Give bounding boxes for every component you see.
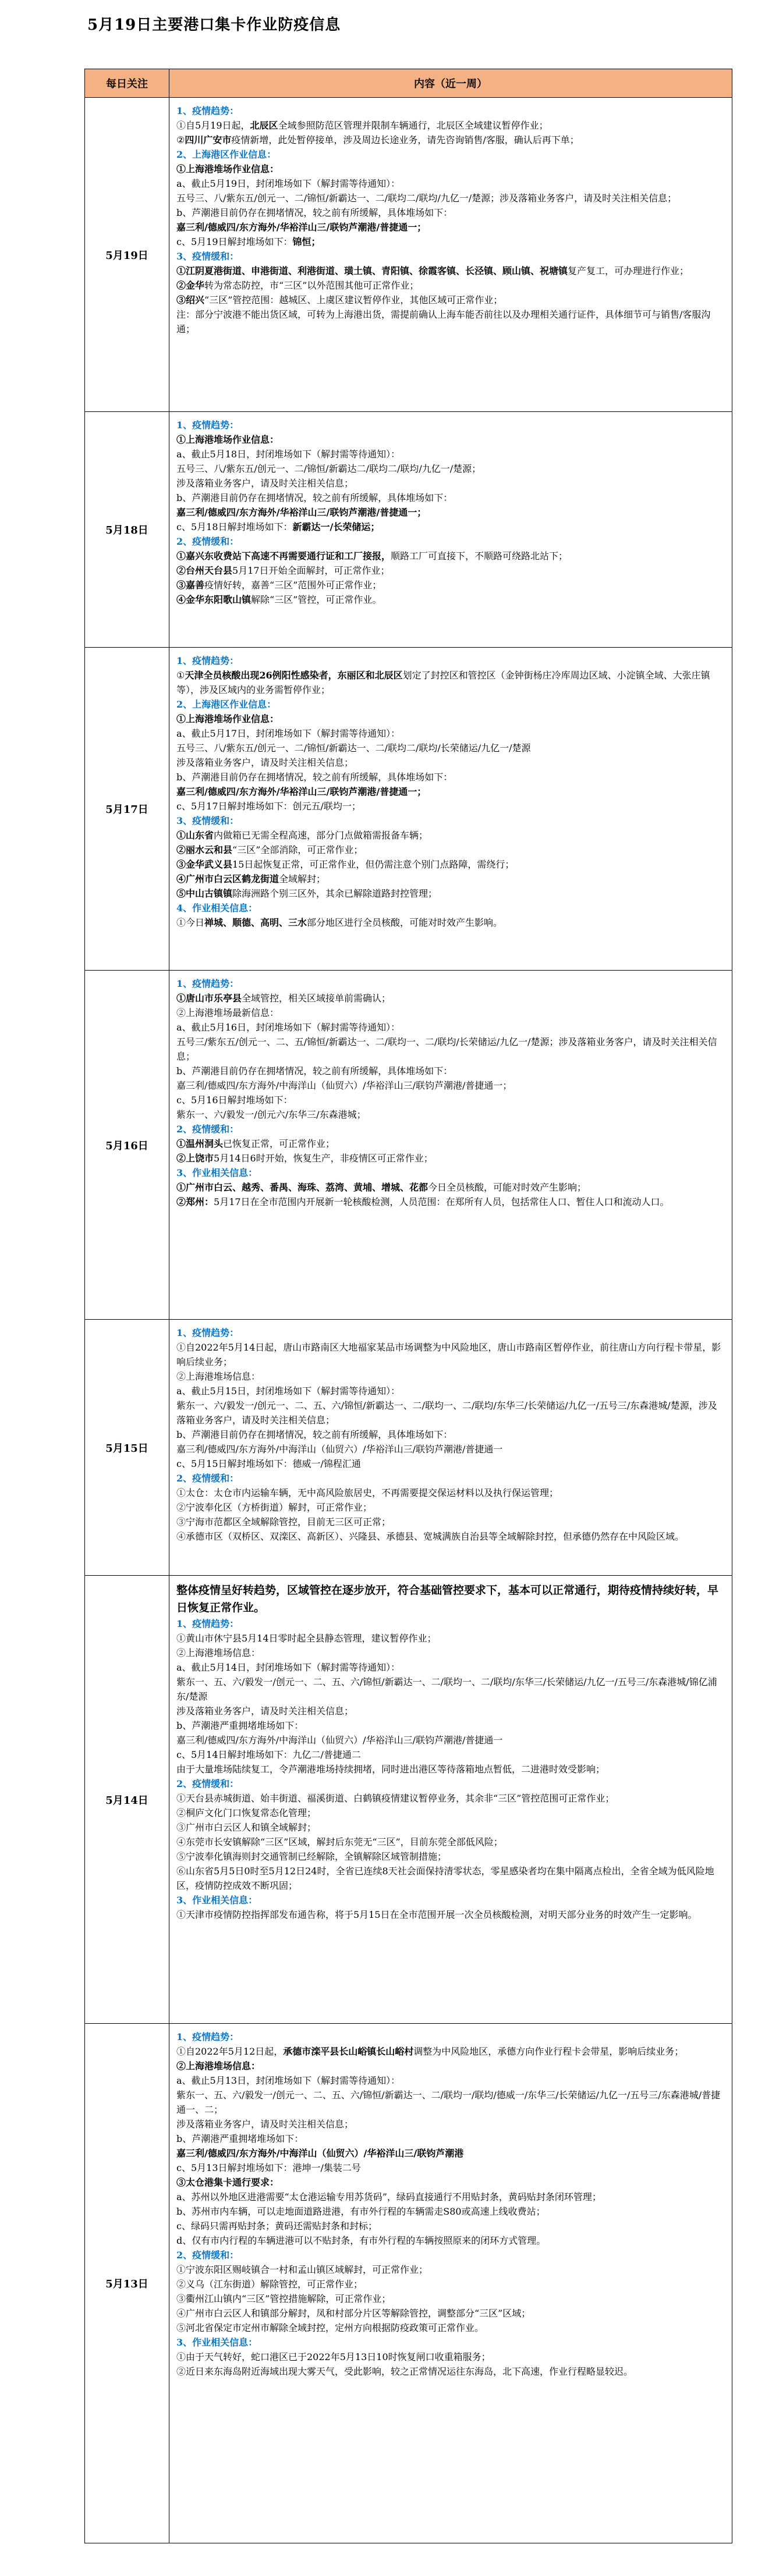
content-line: 五号三、八/紫东五/创元一、二/锦恒/新霸达一、二/联均二/联均/长荣储运/九亿一/楚源	[176, 742, 531, 754]
body-text: 解除“三区”管控，可正常作业。	[251, 594, 382, 605]
content-line	[176, 563, 725, 578]
content-line	[176, 432, 725, 447]
body-text: ①	[176, 670, 185, 681]
content-line	[176, 712, 725, 726]
table-row	[85, 412, 732, 648]
content-line: a、截止5月18日，封闭堆场如下（解封需等待通知）：	[176, 449, 401, 460]
content-line: c、5月16日解封堆场如下：	[176, 1095, 293, 1106]
body-text: 全域解封；	[279, 873, 326, 884]
content-line	[176, 1582, 725, 1616]
content-line: 五号三、八/紫东五/创元一、二/锦恒/新霸达二/联均二/联均/九亿一/楚源；	[176, 463, 481, 474]
section-heading: 2、上海港区作业信息：	[176, 149, 277, 160]
content-line: 涉及落箱业务客户，请及时关注相关信息；	[176, 1706, 354, 1717]
content-line: 嘉三利/德威四/东方海外/中海洋山（仙贸六）/华裕洋山三/联钧芦潮港/普捷通一；	[176, 1080, 512, 1091]
bold-text: ①上海港堆场作业信息：	[176, 434, 279, 445]
content-line: ⑥山东省5月5日0时至5月12日24时，全省已连续8天社会面保持清零状态，零星感染者均在集中隔离点检出，全省全域为低风险地区，疫情防控成效不断巩固；	[176, 1866, 714, 1891]
content-line: ④广州市白云区人和镇部分解封，凤和村部分片区等解除管控，调整部分“三区”区域；	[176, 2308, 531, 2319]
content-line	[176, 293, 725, 307]
body-text: 今日全员核酸，可能对时效产生影响；	[428, 1182, 587, 1193]
section-heading: 2、疫情缓和：	[176, 1473, 239, 1484]
body-text: ②	[176, 134, 185, 145]
content-line: b、芦潮港目前仍存在拥堵情况，较之前有所缓解，具体堆场如下：	[176, 1429, 453, 1440]
content-line: ⑤宁波奉化镇海则封交通管制已经解除，全镇解除区域管制措施；	[176, 1851, 447, 1862]
content-line	[176, 886, 725, 901]
content-line: a、截止5月14日，封闭堆场如下（解封需等待通知）：	[176, 1662, 401, 1673]
content-line	[176, 872, 725, 886]
section-heading: 1、疫情趋势：	[176, 2031, 239, 2042]
date-cell: 5月17日	[85, 648, 169, 971]
content-line: 紫东一、六/毅发一/创元六/东华三/东森港城；	[176, 1109, 366, 1120]
content-line	[176, 2059, 725, 2073]
content-line: 五号三、八/紫东五/创元一、二/锦恒/新霸达一、二/联均二/联均/九亿一/楚源；涉及落箱业务客户，请及时关注相关信息；	[176, 193, 677, 204]
table-row	[85, 648, 732, 971]
content-line	[176, 653, 725, 668]
date-cell: 5月18日	[85, 412, 169, 648]
section-heading: 3、作业相关信息：	[176, 1167, 258, 1178]
bold-text: 嘉三利/德威四/东方海外/中海洋山（仙贸六）/华裕洋山三/联钧芦潮港	[176, 2148, 464, 2159]
content-line: ④东莞市长安镇解除“三区”区域，解封后东莞无“三区”，目前东莞全部低风险；	[176, 1836, 503, 1847]
content-line: 紫东一、五、六/毅发一/创元一、二、五、六/锦恒/新霸达一、二/联均一/联均/德威一/东华三/长荣储运/九亿一/五号三/东森港城/普捷通一、二；	[176, 2090, 721, 2115]
table-header	[85, 69, 732, 98]
content-line: a、截止5月13日，封闭堆场如下（解封需等待通知）：	[176, 2075, 401, 2086]
body-text: 内做箱已无需全程高速，部分门点做箱需报备车辆；	[214, 830, 428, 841]
content-line: ①由于天气转好，蛇口港区已于2022年5月13日10时恢复闸口收重箱服务；	[176, 2351, 491, 2362]
content-line: ②上海港堆场最新信息：	[176, 1007, 279, 1018]
body-text: 疫情新增，此处暂停接单，涉及周边长途业务，请先咨询销售/客服，确认后再下单；	[231, 134, 579, 145]
bold-text: 嘉三利/德威四/东方海外/华裕洋山三/联钧芦潮港/普捷通一；	[176, 222, 427, 233]
content-line: b、芦潮港目前仍存在拥堵情况，较之前有所缓解，具体堆场如下：	[176, 207, 453, 218]
content-line	[176, 901, 725, 915]
content-line: ③宁海市范都区全域解除管控，目前无三区可正常；	[176, 1516, 391, 1527]
section-heading: 2、疫情缓和：	[176, 2250, 239, 2261]
content-line: b、芦潮港严重拥堵堆场如下：	[176, 2133, 304, 2144]
content-line: ②宁波奉化区（方桥街道）解封，可正常作业；	[176, 1502, 373, 1513]
bold-text: ②台州天台县	[176, 565, 233, 576]
content-line	[176, 915, 725, 930]
bold-text: ①上海港堆场作业信息：	[176, 164, 279, 175]
bold-text: 承德市滦平县长山峪镇长山峪村	[283, 2046, 414, 2057]
content-cell	[169, 1576, 732, 2024]
content-line	[176, 1166, 725, 1180]
section-heading: 3、作业相关信息：	[176, 1895, 258, 1906]
content-line: d、仅有市内行程的车辆进港可以不贴封条，有市外行程的车辆按照原来的闭环方式管理。	[176, 2235, 546, 2246]
table-row	[85, 2024, 732, 2543]
content-line	[176, 2335, 725, 2350]
bold-text: ①上海港堆场作业信息：	[176, 713, 279, 724]
content-line	[176, 1616, 725, 1631]
content-line: b、苏州市内车辆，可以走地面道路进港，有市外行程的车辆需走S80或高速上线收费站；	[176, 2206, 546, 2217]
bold-text: ③嘉善	[176, 580, 205, 591]
content-line: a、截止5月15日，封闭堆场如下（解封需等待通知）：	[176, 1385, 401, 1397]
content-line: ①太仓：太仓市内运输车辆，无中高风险旅居史，不再需要提交保运材料以及执行保运管理；	[176, 1487, 559, 1498]
body-text: 5月17日在全市范围内开展新一轮核酸检测，人员范围：在郑所有人员，包括常住人口、暂住人口和流动人口。	[214, 1196, 670, 1207]
content-cell	[169, 2024, 732, 2543]
content-line	[176, 592, 725, 607]
content-line: ①自2022年5月14日起，唐山市路南区大地福家某品市场调整为中风险地区，唐山市路南区暂停作业，前往唐山方向行程卡带星，影响后续业务；	[176, 1342, 721, 1367]
content-line: ①天台县赤城街道、始丰街道、福溪街道、白鹤镇疫情建议暂停业务，其余非“三区”管控范围可正常作业；	[176, 1793, 615, 1804]
bold-text: ①江阴夏港街道、申港街道、利港街道、璜土镇、青阳镇、徐霞客镇、长泾镇、顾山镇、祝塘镇	[176, 265, 568, 276]
body-text: 5月14日6时开始，恢复生产，非疫情区可正常作业；	[214, 1153, 433, 1164]
bold-text: ②上海港堆场信息：	[176, 2060, 261, 2072]
bold-text: ①山东省	[176, 830, 214, 841]
content-line: 注：部分宁波港不能出货区域，可转为上海港出货，需提前确认上海车能否前往以及办理相关通行证件，具体细节可与销售/客服沟通；	[176, 309, 711, 335]
content-line: 嘉三利/德威四/东方海外/中海洋山（仙贸六）/华裕洋山三/联钧芦潮港/普捷通一	[176, 1735, 503, 1746]
content-line	[176, 843, 725, 857]
content-line: 紫东一、六/毅发一/创元一、二、五、六/锦恒/新霸达一、二/联均一、二/联均/东华三/长荣储运/九亿一/五号三/东森港城/楚源，涉及落箱业务客户，请及时关注相关信息；	[176, 1400, 717, 1426]
section-heading: 3、疫情缓和：	[176, 815, 239, 826]
body-text: 顺路工厂可直接下，不顺路可绕路北站下；	[391, 550, 568, 562]
body-text: 划定了封控区和管控区（金钟街杨庄冷库周边区域、小淀镇全域、大张庄镇等），涉及区域内的业务需暂停作业；	[176, 670, 710, 695]
content-line	[176, 976, 725, 991]
bold-text: 嘉三利/德威四/东方海外/华裕洋山三/联钧芦潮港/普捷通一；	[176, 507, 427, 518]
section-heading: 3、作业相关信息：	[176, 2337, 258, 2348]
content-line	[176, 1136, 725, 1151]
bold-text: ②金华	[176, 280, 205, 291]
content-line: c、绿码只需再贴封条；黄码还需贴封条和封标；	[176, 2220, 377, 2232]
content-line: ③广州市白云区人和镇全域解封；	[176, 1822, 317, 1833]
content-line: a、截止5月19日，封闭堆场如下（解封需等待通知）：	[176, 178, 401, 189]
bold-text: 新霸达一/长荣储运；	[292, 521, 380, 532]
content-line	[176, 220, 725, 234]
body-text: 除海洲路个别三区外，其余已解除道路封控管理；	[232, 888, 438, 899]
bold-text: 锦恒；	[292, 236, 321, 247]
content-line	[176, 668, 725, 697]
content-line	[176, 1151, 725, 1166]
bold-text: ②丽水云和县	[176, 844, 233, 855]
bold-text: 禅城、顺德、高明、三水	[204, 917, 307, 928]
content-line: 涉及落箱业务客户，请及时关注相关信息；	[176, 478, 354, 489]
section-heading: 1、疫情趋势：	[176, 978, 239, 989]
content-line: ⑤河北省保定市定州市解除全域封控，定州方向根据防疫政策可正常作业。	[176, 2322, 484, 2333]
bold-text: ④广州市白云区鹤龙街道	[176, 873, 279, 884]
body-text: c、5月18日解封堆场如下：	[176, 521, 293, 532]
content-line	[176, 418, 725, 432]
content-line	[176, 697, 725, 712]
content-line	[176, 813, 725, 828]
content-line: a、苏州以外地区进港需要“太仓港运输专用苏货码”，绿码直接通行不用贴封条，黄码贴封条闭环管理；	[176, 2191, 601, 2202]
body-text: 部分地区进行全员核酸，可能对时效产生影响。	[307, 917, 503, 928]
content-line	[176, 234, 725, 249]
body-text: ①今日	[176, 917, 205, 928]
content-line: b、芦潮港目前仍存在拥堵情况，较之前有所缓解，具体堆场如下：	[176, 492, 453, 503]
content-line: ①黄山市休宁县5月14日零时起全县静态管理，建议暂停作业；	[176, 1633, 437, 1644]
content-line: 五号三/紫东五/创元一、二、五/锦恒/新霸达一、二/联均一、二/联均/长荣储运/九亿一/楚源；涉及落箱业务客户，请及时关注相关信息；	[176, 1036, 717, 1062]
body-text: 全域参照防范区管理并限制车辆通行，北辰区全域建议暂停作业；	[278, 120, 548, 131]
content-line	[176, 1893, 725, 1907]
body-text: 全域管控，相关区域接单前需确认；	[242, 993, 391, 1004]
content-line	[176, 2030, 725, 2044]
section-heading: 2、疫情缓和：	[176, 1124, 239, 1135]
content-line	[176, 133, 725, 147]
content-line	[176, 2175, 725, 2190]
section-heading: 3、疫情缓和：	[176, 251, 239, 262]
bold-text: 北辰区	[250, 120, 278, 131]
content-line	[176, 1776, 725, 1791]
body-text: 5月17日开始全面解封，可正常作业；	[232, 565, 390, 576]
content-line: c、5月15日解封堆场如下：德威一/锦程汇通	[176, 1458, 361, 1469]
content-line: 紫东一、五、六/毅发一/创元一、二、五、六/锦恒/新霸达一、二/联均一、二/联均/东华三/长荣储运/九亿一/五号三/东森港城/锦亿浦东/楚源	[176, 1676, 717, 1702]
content-line: ③衢州江山镇内“三区”管控措施解除，可正常作业；	[176, 2293, 391, 2304]
body-text: ①自5月19日起，	[176, 120, 250, 131]
bold-text: ②郑州：	[176, 1196, 214, 1207]
header-row	[85, 69, 732, 98]
content-cell	[169, 412, 732, 648]
content-line: ②义乌（江东街道）解除管控，可正常作业；	[176, 2279, 363, 2290]
content-line: 嘉三利/德威四/东方海外/中海洋山（仙贸六）/华裕洋山三/联钧芦潮港/普捷通一	[176, 1444, 503, 1455]
content-line: b、芦潮港严重拥堵堆场如下：	[176, 1720, 304, 1731]
section-heading: 1、疫情趋势：	[176, 1618, 239, 1629]
body-text: 已恢复正常，可正常作业；	[223, 1138, 335, 1149]
content-line	[176, 118, 725, 133]
bold-text: 天津全员核酸出现26例阳性感染者，东丽区和北辰区	[185, 670, 403, 681]
section-heading: 2、疫情缓和：	[176, 1778, 239, 1789]
lead-text: 整体疫情呈好转趋势，区域管控在逐步放开，符合基础管控要求下，基本可以正常通行，期待疫情持续好转，早日恢复正常作业。	[176, 1584, 719, 1614]
date-cell: 5月14日	[85, 1576, 169, 2024]
content-line	[176, 1122, 725, 1136]
content-line	[176, 549, 725, 563]
content-line: 涉及落箱业务客户，请及时关注相关信息；	[176, 757, 354, 768]
content-line	[176, 264, 725, 278]
content-line: ②上海港堆场信息：	[176, 1371, 261, 1382]
section-heading: 2、上海港区作业信息：	[176, 699, 277, 710]
content-line	[176, 1195, 725, 1209]
content-line: a、截止5月17日，封闭堆场如下（解封需等待通知）：	[176, 728, 401, 739]
header-content: 内容（近一周）	[169, 69, 732, 98]
table-row	[85, 971, 732, 1320]
body-text: 复产复工，可办理进行作业；	[568, 265, 689, 276]
content-line: c、5月17日解封堆场如下：创元五/联均一；	[176, 801, 361, 812]
content-line: c、5月13日解封堆场如下：港坤一/集装二号	[176, 2162, 361, 2173]
bold-text: ②上饶市	[176, 1153, 214, 1164]
bold-text: ①嘉兴东收费站下高速不再需要通行证和工厂接报，	[176, 550, 391, 562]
table-row	[85, 98, 732, 412]
bold-text: ③绍兴	[176, 294, 205, 305]
content-line	[176, 1180, 725, 1195]
content-cell	[169, 1320, 732, 1576]
content-line: c、5月14日解封堆场如下：九亿二/普捷通二	[176, 1749, 361, 1760]
body-text: 调整为中风险地区，承德方向作业行程卡会带星，影响后续业务；	[413, 2046, 684, 2057]
content-line	[176, 162, 725, 176]
body-text: 15日起恢复正常，可正常作业，但仍需注意个别门点路障，需绕行；	[232, 859, 515, 870]
bold-text: 四川广安市	[185, 134, 232, 145]
content-line: ④承德市区（双桥区、双滦区、高新区）、兴隆县、承德县、宽城满族自治县等全域解除封控，但承德仍然存在中风险区域。	[176, 1531, 685, 1542]
body-text: c、5月19日解封堆场如下：	[176, 236, 293, 247]
content-cell	[169, 971, 732, 1320]
content-line: ②桐庐文化门口恢复常态化管理；	[176, 1807, 317, 1818]
bold-text: 嘉三利/德威四/东方海外/华裕洋山三/联钧芦潮港/普捷通一；	[176, 786, 427, 797]
section-heading: 4、作业相关信息：	[176, 903, 258, 914]
page-title: 5月19日主要港口集卡作业防疫信息	[87, 16, 341, 34]
body-text: 转为常态防控，市“三区”以外范围其他可正常作业；	[204, 280, 419, 291]
content-line	[176, 784, 725, 799]
content-line	[176, 991, 725, 1005]
body-text: 疫情好转，嘉善“三区”范围外可正常作业；	[204, 580, 382, 591]
bold-text: ①唐山市乐亭县	[176, 993, 242, 1004]
table-row	[85, 1320, 732, 1576]
content-line: ①宁波东阳区赐岐镇合一村和孟山镇区域解封，可正常作业；	[176, 2264, 428, 2275]
bold-text: ①广州市白云、越秀、番禺、海珠、荔湾、黄埔、增城、花都	[176, 1182, 428, 1193]
content-cell	[169, 98, 732, 412]
date-cell: 5月19日	[85, 98, 169, 412]
section-heading: 1、疫情趋势：	[176, 1327, 239, 1338]
content-line: b、芦潮港目前仍存在拥堵情况，较之前有所缓解，具体堆场如下：	[176, 772, 453, 783]
body-text: ①自2022年5月12日起，	[176, 2046, 284, 2057]
content-cell	[169, 648, 732, 971]
content-line: ①天津市疫情防控指挥部发布通告称，将于5月15日在全市范围开展一次全员核酸检测，对明天部分业务的时效产生一定影响。	[176, 1909, 697, 1920]
body-text: “三区”管控范围：越城区、上虞区建议暂停作业，其他区域可正常作业；	[204, 294, 503, 305]
content-line	[176, 828, 725, 843]
content-line	[176, 1326, 725, 1340]
content-line	[176, 2044, 725, 2059]
content-line	[176, 278, 725, 293]
header-daily-focus: 每日关注	[85, 69, 169, 98]
bold-text: ⑤中山古镇镇	[176, 888, 233, 899]
section-heading: 1、疫情趋势：	[176, 420, 239, 431]
content-line	[176, 2248, 725, 2262]
content-line: ②近日来东海岛附近海域出现大雾天气，受此影响，较之正常情况运往东海岛，北下高速，作业行程略显较迟。	[176, 2366, 633, 2377]
content-line	[176, 1471, 725, 1486]
content-line	[176, 578, 725, 592]
section-heading: 2、疫情缓和：	[176, 536, 239, 547]
bold-text: ④金华东阳歌山镇	[176, 594, 252, 605]
table-body	[85, 98, 732, 2543]
content-line: a、截止5月16日，封闭堆场如下（解封需等待通知）：	[176, 1022, 401, 1033]
bold-text: ①温州洞头	[176, 1138, 224, 1149]
content-line: 由于大量堆场陆续复工，令芦潮港堆场持续拥堵，同时进出港区等待落箱地点暂低，二进港时效受影响；	[176, 1764, 605, 1775]
section-heading: 1、疫情趋势：	[176, 105, 239, 116]
body-text: “三区”全部消除，可正常作业；	[232, 844, 363, 855]
content-line	[176, 147, 725, 162]
content-line	[176, 104, 725, 118]
section-heading: 1、疫情趋势：	[176, 655, 239, 666]
date-cell: 5月15日	[85, 1320, 169, 1576]
content-line	[176, 249, 725, 264]
bold-text: ③太仓港集卡通行要求：	[176, 2177, 279, 2188]
content-line: ②上海港堆场信息：	[176, 1647, 261, 1658]
info-table	[84, 69, 732, 2543]
table-row	[85, 1576, 732, 2024]
date-cell: 5月13日	[85, 2024, 169, 2543]
content-line	[176, 857, 725, 872]
content-line	[176, 505, 725, 520]
bold-text: ③金华武义县	[176, 859, 233, 870]
content-line	[176, 534, 725, 549]
content-line: 涉及落箱业务客户，请及时关注相关信息；	[176, 2119, 354, 2130]
content-line: b、芦潮港目前仍存在拥堵情况，较之前有所缓解，具体堆场如下：	[176, 1065, 453, 1076]
content-line	[176, 520, 725, 534]
content-line	[176, 2146, 725, 2161]
date-cell: 5月16日	[85, 971, 169, 1320]
